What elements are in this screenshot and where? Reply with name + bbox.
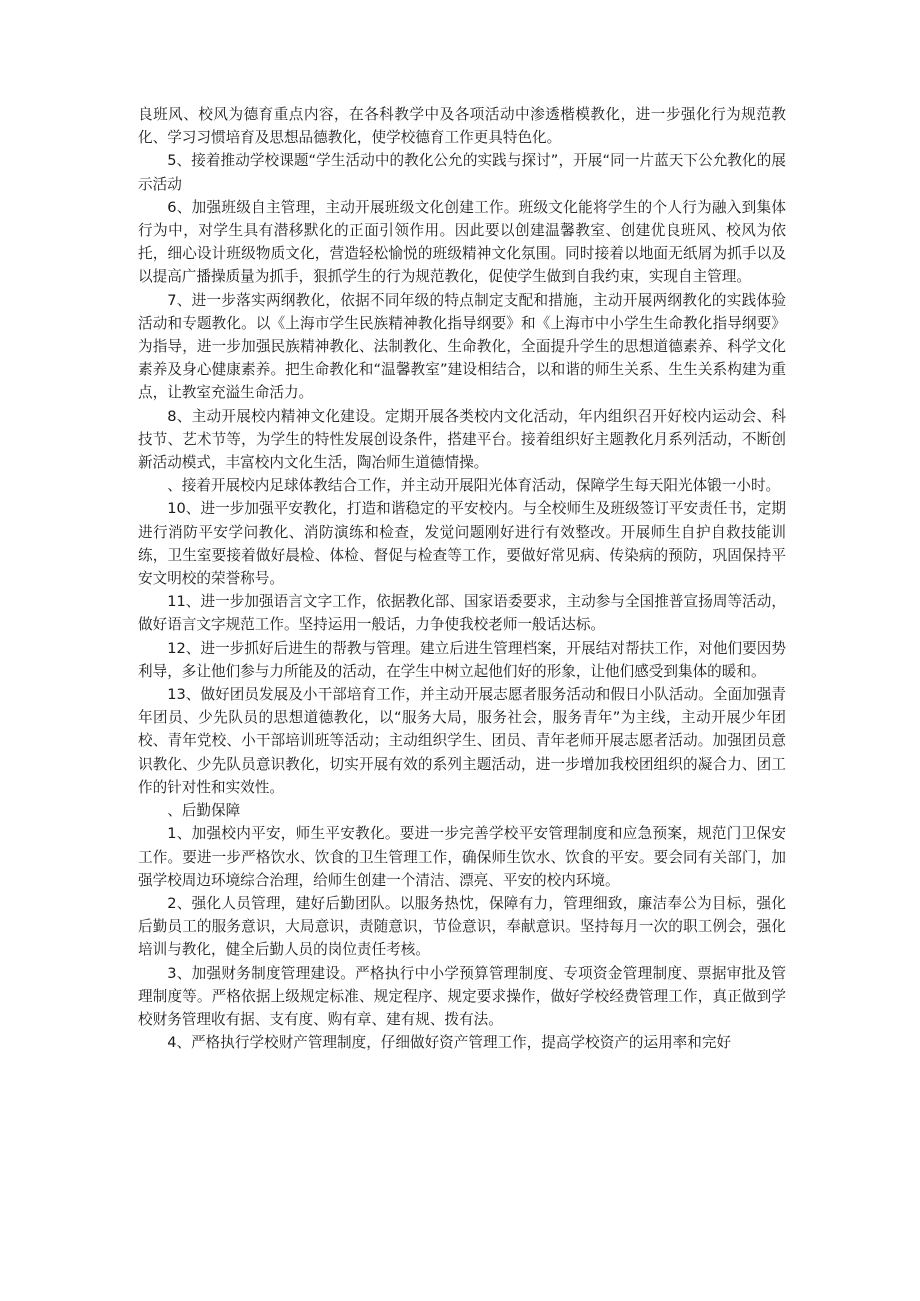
paragraph-item-10: 10、进一步加强平安教化，打造和谐稳定的平安校内。与全校师生及班级签订平安责任书，定期进行消防平安学问教化、消防演练和检查，发觉问题刚好进行有效整改。开展师生自护自救技能训练，卫生室要接着做好晨检、体检、督促与检查等工作，要做好常见病、传染病的预防，巩固保持平安文明校的荣誉称号。: [138, 500, 786, 588]
section-heading-logistics: 、后勤保障: [167, 802, 241, 820]
paragraph-item-8: 8、主动开展校内精神文化建设。定期开展各类校内文化活动，年内组织召开好校内运动会、科技节、艺术节等，为学生的特性发展创设条件，搭建平台。接着组织好主题教化月系列活动，不断创新活动模式，丰富校内文化生活，陶冶师生道德情操。: [138, 407, 786, 472]
paragraph-logistics-3: 3、加强财务制度管理建设。严格执行中小学预算管理制度、专项资金管理制度、票据审批及管理制度等。严格依据上级规定标准、规定程序、规定要求操作，做好学校经费管理工作，真正做到学校财务管理收有据、支有度、购有章、建有规、拨有法。: [138, 964, 786, 1028]
paragraph-item-9: 、接着开展校内足球体教结合工作，并主动开展阳光体育活动，保障学生每天阳光体锻一小时。: [167, 477, 781, 495]
paragraph-logistics-1: 1、加强校内平安，师生平安教化。要进一步完善学校平安管理制度和应急预案，规范门卫保安工作。要进一步严格饮水、饮食的卫生管理工作，确保师生饮水、饮食的平安。要会同有关部门，加强学校周边环境综合治理，给师生创建一个清洁、漂亮、平安的校内环境。: [138, 825, 786, 889]
paragraph-item-11: 11、进一步加强语言文字工作，依据教化部、国家语委要求，主动参与全国推普宣扬周等活动，做好语言文字规范工作。坚持运用一般话，力争使我校老师一般话达标。: [138, 593, 786, 634]
paragraph-item-7: 7、进一步落实两纲教化，依据不同年级的特点制定支配和措施，主动开展两纲教化的实践体验活动和专题教化。以《上海市学生民族精神教化指导纲要》和《上海市中小学生生命教化指导纲要》为指导，进一步加强民族精神教化、法制教化、生命教化，全面提升学生的思想道德素养、科学文化素养及身心健康素养。把生命教化和“温馨教室”建设相结合，以和谐的师生关系、生生关系构建为重点，让教室充溢生命活力。: [138, 291, 786, 402]
paragraph-logistics-2: 2、强化人员管理，建好后勤团队。以服务热忱，保障有力，管理细致，廉洁奉公为目标，强化后勤员工的服务意识，大局意识，责随意识，节俭意识，奉献意识。坚持每月一次的职工例会，强化培训与教化，健全后勤人员的岗位责任考核。: [138, 894, 786, 959]
paragraph-item-5: 5、接着推动学校课题“学生活动中的教化公允的实践与探讨”，开展“同一片蓝天下公允教化的展示活动: [138, 152, 786, 193]
paragraph-logistics-4: 4、严格执行学校财产管理制度，仔细做好资产管理工作，提高学校资产的运用率和完好: [167, 1034, 732, 1052]
document-page: [138, 103, 786, 1054]
paragraph-item-13: 13、做好团员发展及小干部培育工作，并主动开展志愿者服务活动和假日小队活动。全面加强青年团员、少先队员的思想道德教化，以“服务大局，服务社会，服务青年”为主线，主动开展少年团校、青年党校、小干部培训班等活动；主动组织学生、团员、青年老师开展志愿者活动。加强团员意识教化、少先队员意识教化，切实开展有效的系列主题活动，进一步增加我校团组织的凝合力、团工作的针对性和实效性。: [138, 686, 786, 796]
paragraph-item-6: 6、加强班级自主管理，主动开展班级文化创建工作。班级文化能将学生的个人行为融入到集体行为中，对学生具有潜移默化的正面引领作用。因此要以创建温馨教室、创建优良班风、校风为依托，细心设计班级物质文化，营造轻松愉悦的班级精神文化氛围。同时接着以地面无纸屑为抓手以及以提高广播操质量为抓手，狠抓学生的行为规范教化，促使学生做到自我约束，实现自主管理。: [138, 198, 786, 286]
paragraph-continuation: 良班风、校风为德育重点内容，在各科教学中及各项活动中渗透楷模教化，进一步强化行为规范教化、学习习惯培育及思想品德教化，使学校德育工作更具特色化。: [138, 106, 786, 147]
paragraph-item-12: 12、进一步抓好后进生的帮教与管理。建立后进生管理档案，开展结对帮扶工作，对他们要因势利导，多让他们参与力所能及的活动，在学生中树立起他们好的形象，让他们感受到集体的暖和。: [138, 639, 786, 680]
